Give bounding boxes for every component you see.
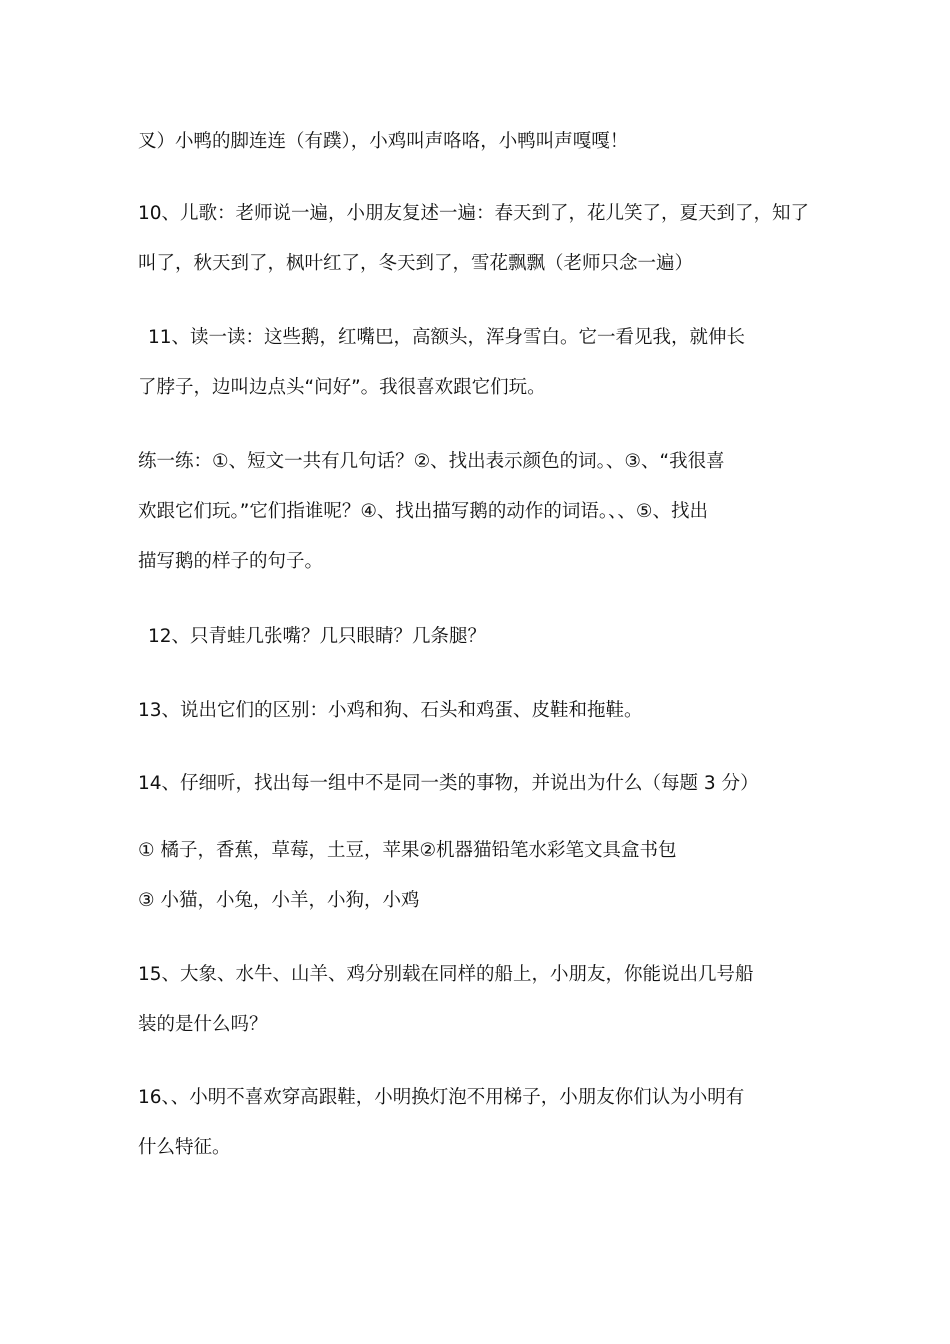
text-line-1: 叉）小鸭的脚连连（有蹼），小鸡叫声咯咯，小鸭叫声嘎嘎！	[138, 131, 629, 152]
text-line-7: 欢跟它们玩。”它们指谁呢？④、找出描写鹅的动作的词语。、、⑤、找出	[138, 501, 709, 522]
text-line-16: 16、、小明不喜欢穿高跟鞋，小明换灯泡不用梯子，小朋友你们认为小明有	[138, 1087, 745, 1108]
text-line-12: ① 橘子，香蕉，草莓，土豆，苹果②机器猫铅笔水彩笔文具盒书包	[138, 840, 677, 861]
text-line-15: 装的是什么吗？	[138, 1014, 268, 1035]
text-line-17: 什么特征。	[138, 1137, 231, 1158]
text-line-10: 13、说出它们的区别：小鸡和狗、石头和鸡蛋、皮鞋和拖鞋。	[138, 700, 643, 721]
text-line-4: 11、读一读：这些鹅，红嘴巴，高额头，浑身雪白。它一看见我，就伸长	[148, 327, 746, 348]
text-line-11: 14、仔细听，找出每一组中不是同一类的事物，并说出为什么（每题 3 分）	[138, 773, 759, 794]
text-line-5: 了脖子，边叫边点头“问好”。我很喜欢跟它们玩。	[138, 377, 546, 398]
text-line-14: 15、大象、水牛、山羊、鸡分别载在同样的船上，小朋友，你能说出几号船	[138, 964, 754, 985]
text-line-9: 12、只青蛙几张嘴？几只眼睛？几条腿？	[148, 626, 487, 647]
text-line-6: 练一练：①、短文一共有几句话？②、找出表示颜色的词。、③、“我很喜	[138, 451, 725, 472]
text-line-13: ③ 小猫，小兔，小羊，小狗，小鸡	[138, 890, 420, 911]
text-line-2: 10、儿歌：老师说一遍，小朋友复述一遍：春天到了，花儿笑了，夏天到了，知了	[138, 203, 810, 224]
text-line-3: 叫了，秋天到了，枫叶红了，冬天到了，雪花飘飘（老师只念一遍）	[138, 253, 694, 274]
text-line-8: 描写鹅的样子的句子。	[138, 551, 324, 572]
